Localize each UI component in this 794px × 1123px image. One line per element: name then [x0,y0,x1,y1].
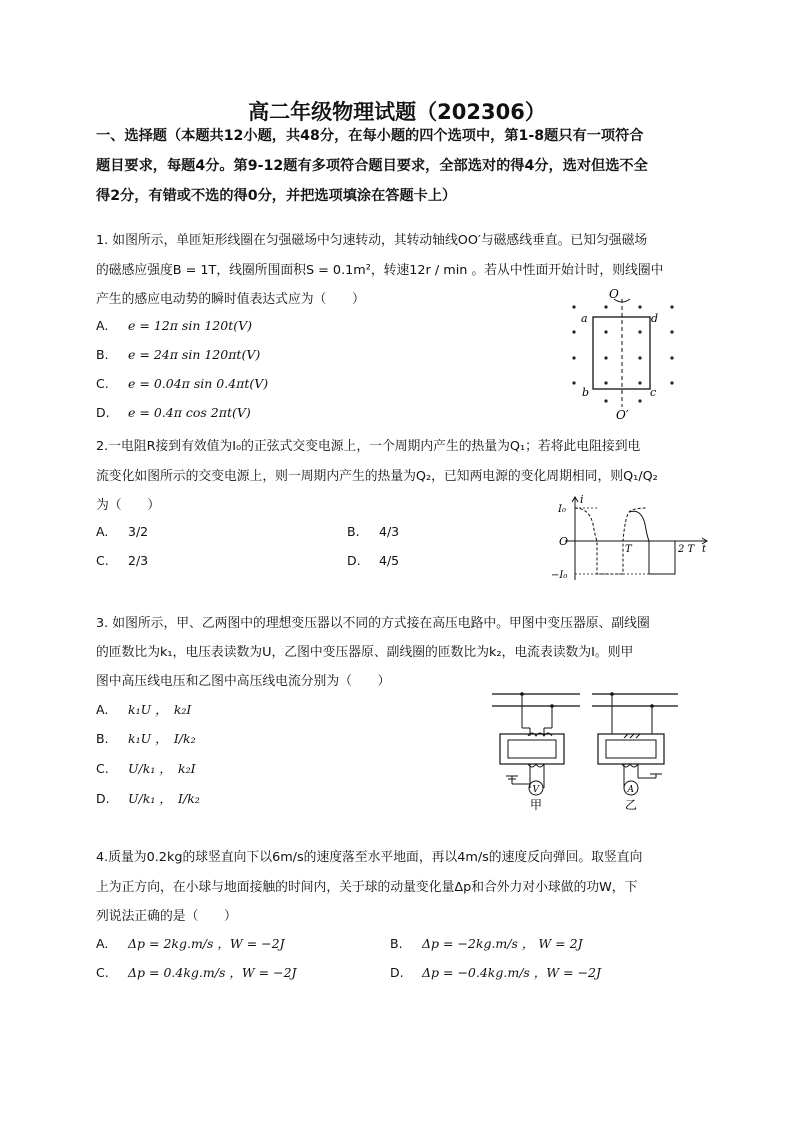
section-instructions-line2: 题目要求，每题4分。第9-12题有多项符合题目要求，全部选对的得4分，选对但选不全 [96,158,648,174]
q3-option-c-text: U/k₁ ， k₂I [128,761,196,776]
q3-option-a-label: A. [96,702,109,717]
corner-label-c: c [650,386,657,399]
q3-option-d [96,789,200,807]
q1-stem-line1: 1. 如图所示，单匝矩形线圈在匀强磁场中匀速转动，其转动轴线OO′与磁感线垂直。已知匀强磁场 [96,233,648,248]
page-title: 高二年级物理试题（202306） [248,100,546,124]
q3-transformer-figure [488,688,683,813]
transformer-jia [500,692,564,795]
q4-option-c-label: C. [96,965,109,980]
q2-option-a-text: 3/2 [128,524,149,539]
q4-stem-line1: 4.质量为0.2kg的球竖直向下以6m/s的速度落至水平地面，再以4m/s的速度反向弹回。取竖直向 [96,850,643,865]
q2-stem-line2: 流变化如图所示的交变电源上，则一周期内产生的热量为Q₂，已知两电源的变化周期相同，则Q₁/Q₂ [96,469,658,484]
q3-stem-line2: 的匝数比为k₁，电压表读数为U，乙图中变压器原、副线圈的匝数比为k₂，电流表读数为I。则甲 [96,645,634,660]
q4-option-b [390,934,583,952]
q3-option-b [96,729,196,747]
q3-option-d-text: U/k₁ ， I/k₂ [128,791,200,806]
q4-option-a-label: A. [96,936,109,951]
section-instructions-line1: 一、选择题（本题共12小题，共48分，在每小题的四个选项中，第1-8题只有一项符合 [96,128,644,144]
corner-label-b: b [582,386,590,399]
q1-option-c [96,376,268,391]
ammeter-label: A [627,785,634,795]
t-tick-label: T [625,544,632,555]
q3-option-b-text: k₁U ， I/k₂ [128,731,196,746]
q4-option-a-text: Δp = 2kg.m/s ，W = −2J [128,936,285,951]
q2-option-c [96,553,148,568]
q1-option-c-text: e = 0.04π sin 0.4πt(V) [128,376,269,391]
2t-tick-label: 2 T [678,544,695,555]
origin-label: O [559,535,569,548]
waveform-second-period [629,511,675,574]
q4-option-d-text: Δp = −0.4kg.m/s ，W = −2J [422,965,602,980]
q3-option-a-text: k₁U ， k₂I [128,702,192,717]
q2-option-c-label: C. [96,553,109,568]
q1-stem-line2: 的磁感应强度B = 1T，线圈所围面积S = 0.1m²，转速12r / min 。若从中性面开始计时，则线圈中 [96,263,664,278]
q4-stem-line3: 列说法正确的是（ ） [96,909,237,924]
q1-option-d-text: e = 0.4π cos 2πt(V) [128,405,251,420]
q1-option-b-text: e = 24π sin 120πt(V) [128,347,261,362]
q3-option-b-label: B. [96,731,109,746]
q1-stem-line3: 产生的感应电动势的瞬时值表达式应为（ ） [96,292,365,307]
neg-io-label: −I₀ [551,570,568,581]
q4-option-c [96,963,297,981]
q3-option-c-label: C. [96,761,109,776]
q1-option-d-label: D. [96,405,110,420]
axis-label-top: O [609,287,619,301]
corner-label-a: a [581,312,588,325]
voltmeter-label: V [532,785,539,795]
q1-option-c-label: C. [96,376,109,391]
q3-option-a [96,700,191,718]
x-axis-label: t [702,544,707,555]
q4-option-c-text: Δp = 0.4kg.m/s ，W = −2J [128,965,297,980]
figure-label-jia: 甲 [530,798,543,812]
q4-option-d [390,963,601,981]
q3-stem-line1: 3. 如图所示，甲、乙两图中的理想变压器以不同的方式接在高压电路中。甲图中变压器原、副线圈 [96,616,650,631]
q2-option-a [96,524,148,539]
transformer-yi [598,692,664,795]
corner-label-d: d [651,312,659,325]
figure-label-yi: 乙 [625,798,638,812]
q2-option-b-label: B. [347,524,360,539]
q1-option-a-text: e = 12π sin 120t(V) [128,318,253,333]
section-instructions-line3: 得2分，有错或不选的得0分，并把选项填涂在答题卡上） [96,188,457,204]
y-axis-label: i [580,494,584,506]
q2-stem-line3: 为（ ） [96,498,160,513]
q1-coil-figure [562,285,692,425]
q1-option-b [96,347,260,362]
q4-option-b-label: B. [390,936,403,951]
q2-option-a-label: A. [96,524,109,539]
q1-option-b-label: B. [96,347,109,362]
q3-stem-line3: 图中高压线电压和乙图中高压线电流分别为（ ） [96,674,391,689]
q1-option-a-label: A. [96,318,109,333]
q4-option-a [96,934,285,952]
q4-option-d-label: D. [390,965,404,980]
axis-label-bottom: O′ [616,408,629,422]
q2-current-waveform [545,494,715,584]
q2-option-b-text: 4/3 [379,524,400,539]
q4-option-b-text: Δp = −2kg.m/s ， W = 2J [422,936,583,951]
q2-option-c-text: 2/3 [128,553,149,568]
io-label: I₀ [558,504,566,515]
q2-stem-line1: 2.一电阻R接到有效值为I₀的正弦式交变电源上，一个周期内产生的热量为Q₁；若将此电阻接到电 [96,439,641,454]
q3-option-c [96,759,196,777]
q2-option-d [347,553,399,568]
q2-option-b [347,524,399,539]
q2-option-d-label: D. [347,553,361,568]
q4-stem-line2: 上为正方向，在小球与地面接触的时间内，关于球的动量变化量Δp和合外力对小球做的功W，下 [96,880,638,895]
q1-option-a [96,318,252,333]
q3-option-d-label: D. [96,791,110,806]
q1-option-d [96,405,251,420]
q2-option-d-text: 4/5 [379,553,400,568]
